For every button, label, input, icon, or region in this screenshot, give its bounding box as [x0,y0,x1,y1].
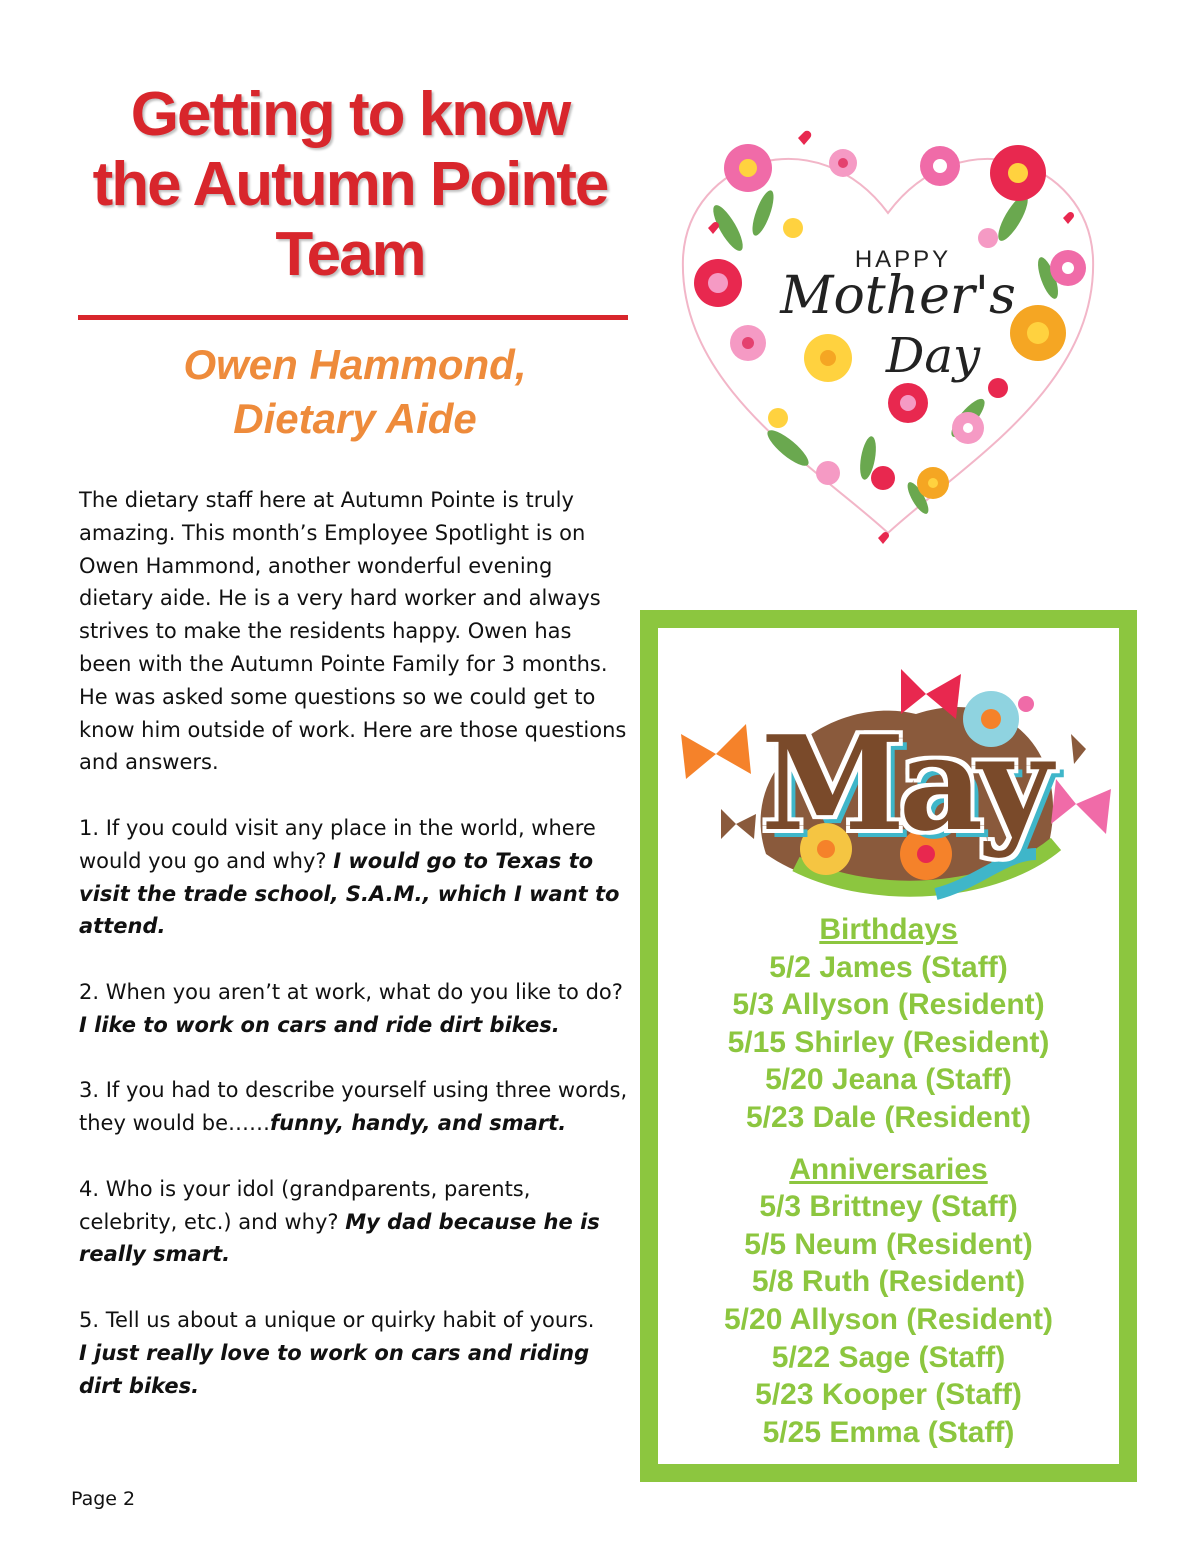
page-title [60,80,640,290]
qa-item [79,812,629,943]
butterfly-icon [681,724,751,779]
answer-text: I like to work on cars and ride dirt bikes. [79,1012,560,1037]
birthday-item: 5/15 Shirley (Resident) [727,1025,1050,1059]
page-title-line: Team [275,220,425,289]
title-divider [78,315,628,320]
question-text: 5. Tell us about a unique or quirky habit of yours. [79,1307,595,1332]
article-intro: The dietary staff here at Autumn Pointe is truly amazing. This month’s Employee Spotlight is on Owen Hammond, another wonderful evening dietary aide. He is a very hard worker and always strives to make the residents happy. Owen has been with the Autumn Pointe Family for 3 months. He was asked some questions so we could get to know him outside of work. Here are those questions and answers. [79,488,627,775]
answer-text: funny, handy, and smart. [270,1111,567,1136]
mothers-day-heart-illustration [668,118,1108,548]
celebrations-list [658,911,1119,1451]
birthday-item: 5/2 James (Staff) [769,950,1008,984]
birthday-item: 5/23 Dale (Resident) [745,1100,1032,1134]
subtitle-line: Owen Hammond, [183,341,527,388]
anniversary-item: 5/5 Neum (Resident) [744,1227,1033,1261]
question-text: 3. If you had to describe yourself using three words, they would be…… [79,1078,628,1136]
list-spacer [658,1137,1119,1151]
anniversary-item: 5/23 Kooper (Staff) [755,1378,1022,1412]
answer-text: I would go to Texas to visit the trade school, S.A.M., which I want to attend. [79,848,620,939]
question-text: 1. If you could visit any place in the world, where would you go and why? [79,815,596,873]
may-title: May [761,707,1047,860]
anniversary-item: 5/22 Sage (Staff) [771,1340,1006,1374]
mothers-text: Mother's [780,266,1016,326]
subtitle-line: Dietary Aide [233,395,477,442]
happy-text: HAPPY [854,246,952,273]
qa-item [79,976,629,1042]
birthdays-heading: Birthdays [819,913,958,946]
page-number: Page 2 [71,1488,136,1510]
article-body [79,484,629,1435]
anniversary-item: 5/20 Allyson (Resident) [724,1302,1053,1336]
anniversary-item: 5/25 Emma (Staff) [762,1415,1015,1449]
anniversary-item: 5/3 Brittney (Staff) [759,1190,1018,1224]
qa-item [79,1074,629,1140]
answer-text: I just really love to work on cars and riding dirt bikes. [79,1340,590,1398]
may-celebrations-box [640,610,1137,1482]
birthday-item: 5/20 Jeana (Staff) [765,1063,1012,1097]
page-title-line: the Autumn Pointe [92,150,608,219]
anniversaries-heading: Anniversaries [789,1152,988,1186]
day-text: Day [885,328,981,384]
spotlight-subtitle [60,338,650,446]
birthday-item: 5/3 Allyson (Resident) [732,988,1045,1022]
question-text: 4. Who is your idol (grandparents, parents, celebrity, etc.) and why? [79,1176,531,1234]
may-banner-art [676,654,1121,916]
qa-item [79,1304,629,1402]
page-title-line: Getting to know [130,80,570,149]
question-text: 2. When you aren’t at work, what do you like to do? [79,979,623,1004]
anniversary-item: 5/8 Ruth (Resident) [751,1265,1026,1299]
qa-item [79,1173,629,1271]
answer-text: My dad because he is really smart. [79,1209,600,1267]
